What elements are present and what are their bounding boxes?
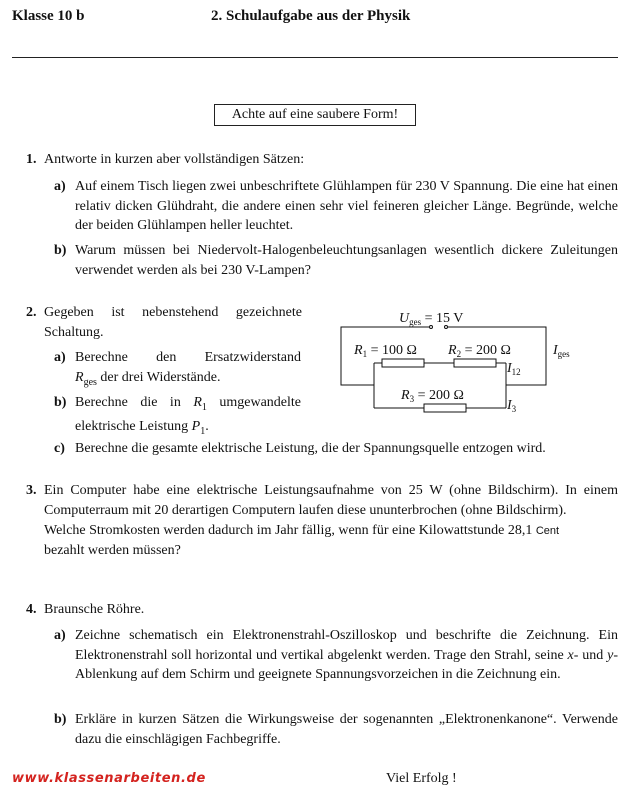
subquestion-text-line2: $R_{ges}$ der drei Widerstände. — [75, 369, 221, 388]
exam-title: 2. Schulaufgabe aus der Physik — [211, 8, 411, 24]
question-1 — [26, 150, 618, 170]
resistor-r1 — [382, 359, 424, 367]
r3-label: $R_3 = 200$ Ω — [401, 388, 464, 404]
question-4a — [54, 626, 618, 685]
subquestion-label: a) — [54, 628, 66, 643]
cent-unit: Cent — [535, 525, 560, 537]
subquestion-text-line1: Berechne den Ersatzwiderstand — [75, 350, 301, 365]
subquestion-text-line1: Berechne die in $R_1$ umgewandelte — [75, 395, 301, 413]
subquestion-label: a) — [54, 350, 66, 365]
iges-label: $I_{ges}$ — [553, 343, 570, 359]
r2-label: $R_2 = 200$ Ω — [448, 343, 511, 359]
i12-label: $I_{12}$ — [507, 361, 521, 377]
question-text-line1: Gegeben ist nebenstehend gezeichnete — [44, 305, 302, 320]
header-divider — [12, 57, 618, 58]
question-4b — [54, 710, 618, 749]
resistor-r3 — [424, 404, 466, 412]
subquestion-label: b) — [54, 395, 67, 410]
subquestion-text: Zeichne schematisch ein Elektronenstrahl-Oszilloskop und beschrifte die Zeichnung. Ein Elektronenstrahl soll horizontal und vertikal abgelenkt werden. Trage den Strahl, seine x- und y-Ablenkung auf dem Schirm und geeignete Spannungsvorzeichen in die Zeichnung ein. — [75, 628, 618, 682]
question-text: Braunsche Röhre. — [44, 602, 145, 617]
closing-wish: Viel Erfolg ! — [386, 771, 457, 786]
question-3 — [26, 481, 618, 561]
question-number: 3. — [26, 483, 37, 498]
resistor-r2 — [454, 359, 496, 367]
subquestion-text: Berechne die gesamte elektrische Leistung, die der Spannungsquelle entzogen wird. — [75, 441, 546, 456]
question-2c — [54, 439, 618, 459]
question-4 — [26, 600, 618, 620]
question-text-line2: Schaltung. — [44, 325, 104, 340]
question-1a — [54, 177, 618, 236]
voltage-label: $U_{ges} = 15$ V — [399, 311, 464, 327]
subquestion-text-line2: elektrische Leistung $P_1$. — [75, 419, 209, 438]
subquestion-label: a) — [54, 179, 66, 194]
subquestion-text: Auf einem Tisch liegen zwei unbeschriftete Glühlampen für 230 V Spannung. Die eine hat einen relativ dicken Glühdraht, die andere einen sehr viel feineren gleicher Länge. Begründe, welche der beiden Glühlampen heller leuchtet. — [75, 179, 618, 233]
question-text-line4: Welche Stromkosten werden dadurch im Jahr fällig, wenn für eine Kilowattstunde 28,1 Cent — [44, 523, 560, 538]
subquestion-label: c) — [54, 441, 65, 456]
website-link[interactable]: www.klassenarbeiten.de — [12, 771, 206, 786]
question-2 — [26, 303, 302, 343]
question-number: 4. — [26, 602, 37, 617]
circuit-diagram — [330, 300, 590, 415]
question-2b — [54, 393, 301, 442]
subquestion-label: b) — [54, 712, 67, 727]
subquestion-label: b) — [54, 243, 67, 258]
question-number: 1. — [26, 152, 37, 167]
question-number: 2. — [26, 305, 37, 320]
question-text-line5: bezahlt werden müssen? — [44, 543, 181, 558]
note-box: Achte auf eine saubere Form! — [214, 104, 416, 126]
class-label: Klasse 10 b — [12, 8, 85, 24]
i3-label: $I_3$ — [507, 398, 517, 414]
question-text: Ein Computer habe eine elektrische Leistungsaufnahme von 25 W (ohne Bildschirm). In einem Computerraum mit 20 derartigen Computern laufen diese ununterbrochen (ohne Bildschirm). — [44, 483, 618, 518]
r1-label: $R_1 = 100$ Ω — [354, 343, 417, 359]
question-text: Antworte in kurzen aber vollständigen Sätzen: — [44, 152, 305, 167]
question-1b — [54, 241, 618, 280]
subquestion-text: Erkläre in kurzen Sätzen die Wirkungsweise der sogenannten „Elektronenkanone“. Verwende dazu die einschlägigen Fachbegriffe. — [75, 712, 618, 747]
question-2a — [54, 348, 301, 392]
subquestion-text: Warum müssen bei Niedervolt-Halogenbeleuchtungsanlagen wesentlich dickere Zuleitungen verwendet werden als bei 230 V-Lampen? — [75, 243, 618, 278]
